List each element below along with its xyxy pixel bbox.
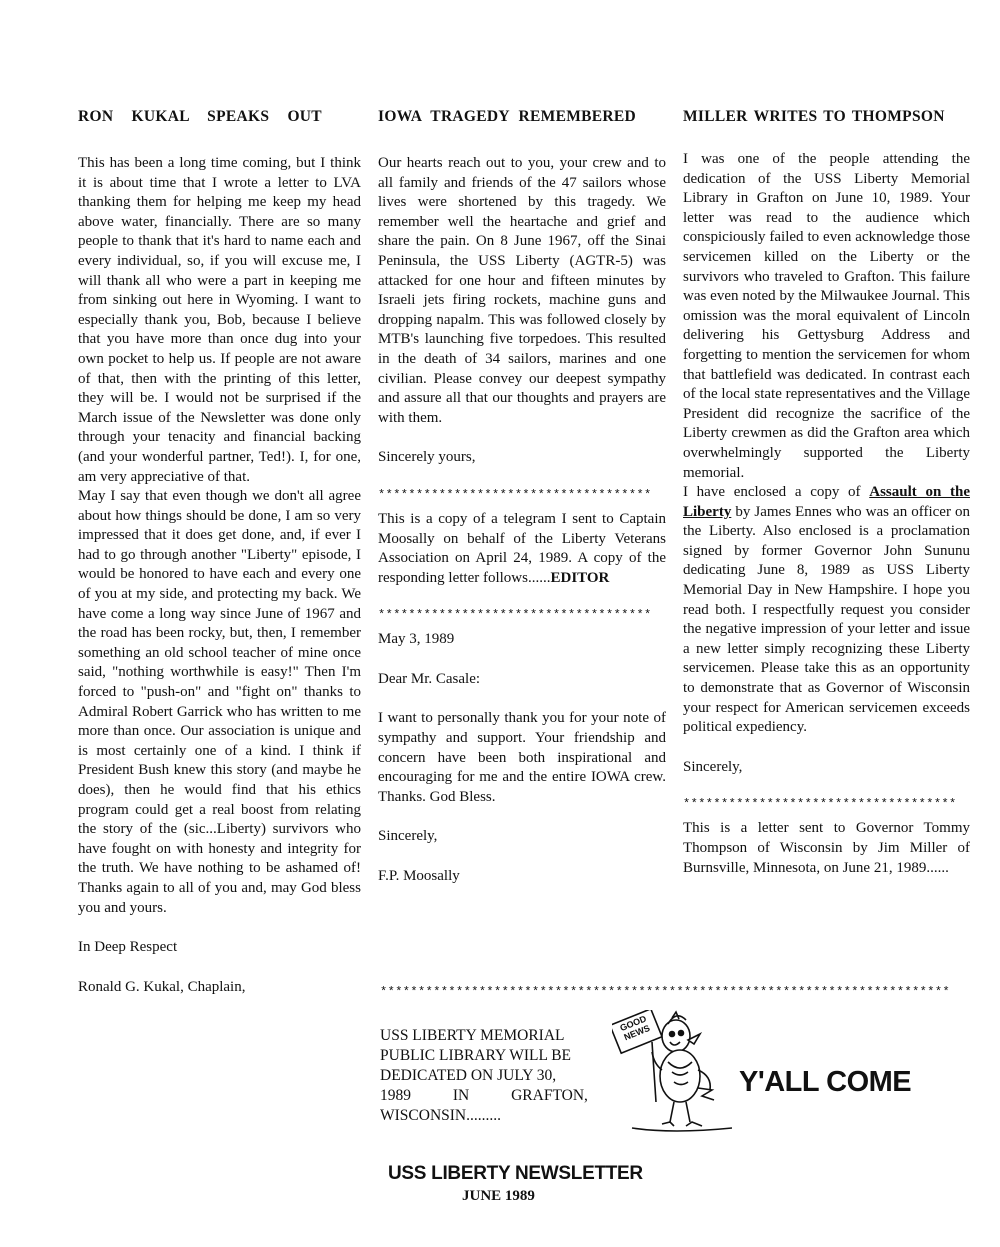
column-miller xyxy=(683,150,970,878)
miller-paragraph-1: I was one of the people attending the dedication of the USS Liberty Memorial Library in Grafton on June 10, 1989. Your letter was read to the audience which conspiciously failed to even acknowledge those servicemen killed on the Liberty or the survivors who traveled to Grafton. This failure was even noted by the Milwaukee Journal. This omission was the moral equivalent of Lincoln delivering his Gettysburg Address and forgetting to mention the servicemen for whom that battlefield was dedicated. In contrast each of the local state representatives and the Village President did recognize the sacrifice of the Liberty crewmen as did the Grafton area which overwhelmingly supported the Liberty memorial. xyxy=(683,151,970,481)
miller-note: This is a letter sent to Governor Tommy Thompson of Wisconsin by Jim Miller of Burnsville, Minnesota, on June 21, 1989...... xyxy=(683,820,970,876)
moosally-signature: F.P. Moosally xyxy=(378,868,460,885)
iowa-paragraph-1: Our hearts reach out to you, your crew and to all family and friends of the 47 sailors whose lives were shortened by this tragedy. We remember well the heartache and grief and share the pain. On 8 June 1967, off the Sinai Peninsula, the USS Liberty (AGTR-5) was attacked for one hour and fifteen minutes by Israeli jets firing rockets, machine guns and dropping napalm. This was followed closely by MTB's launching five torpedoes. This resulted in the death of 34 sailors, marines and one civilian. Please convey our deepest sympathy and assure all that our thoughts and prayers are with them. xyxy=(378,155,666,426)
iowa-closing-1: Sincerely yours, xyxy=(378,449,476,466)
moosally-paragraph: I want to personally thank you for your note of sympathy and support. Your friendship and concern have been both inspirational and encouraging for me and the entire IOWA crew. Thanks. God Bless. xyxy=(378,710,666,805)
library-announcement xyxy=(380,1026,610,1126)
kukal-paragraph-2: May I say that even though we don't all agree about how things should be done, I am so very impressed that it does get done, and, if ever I had to go through another "Liberty" episode, I would be honored to have each and every one of you at my side, and protecting my back. We have come a long way since June of 1967 and the road has been rocky, but, then, I remember something an old school teacher of mine once said, "nothing worthwhile is easy!" Then I'm forced to "push-on" and "fight on" thanks to Admiral Robert Garrick who has written to me more than once. Our association is unique and is most certainly one of a kind. I think if President Bush knew this story (and maybe he does), then he would find that his ethics program could get a real boost from relating the story of the (sic...Liberty) survivors who have fought on with honesty and integrity for the truth. We have nothing to be ashamed of! Thanks again to all of you and, may God bless you and yours. xyxy=(78,488,361,916)
announcement-line: PUBLIC LIBRARY WILL BE xyxy=(380,1047,572,1064)
moosally-closing: Sincerely, xyxy=(378,828,438,845)
heading-iowa-tragedy: IOWA TRAGEDY REMEMBERED xyxy=(378,108,637,125)
letter-salutation: Dear Mr. Casale: xyxy=(378,670,481,687)
announcement-line: WISCONSIN......... xyxy=(380,1107,501,1124)
heading-miller-thompson: MILLER WRITES TO THOMPSON xyxy=(683,108,945,125)
newsletter-date: JUNE 1989 xyxy=(462,1188,535,1204)
announcement-line: 1989 IN GRAFTON, xyxy=(380,1087,588,1104)
kukal-paragraph-1: This has been a long time coming, but I think it is about time that I wrote a letter to LVA thanking them for helping me keep my head above water, financially. There are so many people to thank that it's hard to name each and every individual, so, if you will excuse me, I will thank all who were a part in keeping me from sinking out here in Wyoming. I want to especially thank you, Bob, because I believe that you have more than once dug into your own pocket to help us. If people are not aware of that, then with the printing of this letter, they will be. I would not be surprised if the March issue of the Newsletter was done only through your tenacity and financial backing (and your wonderful partner, Ted!). I, for one, am very appreciative of that. xyxy=(78,155,361,485)
telegram-note xyxy=(378,510,666,588)
iowa-stars-1: ************************************ xyxy=(378,487,652,502)
section-divider-stars: *************************************************************************** xyxy=(380,985,951,999)
sign-text: GOOD NEWS xyxy=(618,1013,652,1043)
miller-paragraph-2-end: by James Ennes who was an officer on the Liberty. Also enclosed is a proclamation signed by former Governor John Sununu dedicating June 8, 1989 as USS Liberty Memorial Day in New Hampshire. I hope you read both. I respectfully request you consider the negative impression of your letter and issue a new letter simply recognizing these Liberty servicemen. Please take this as an opportunity to demonstrate that as Governor of Wisconsin your respect for American servicemen exceeds political expediency. xyxy=(683,503,970,736)
column-iowa xyxy=(378,154,666,887)
kukal-signature: Ronald G. Kukal, Chaplain, xyxy=(78,978,246,995)
newsletter-title: USS LIBERTY NEWSLETTER xyxy=(388,1163,643,1184)
letter-date: May 3, 1989 xyxy=(378,631,455,648)
book-title: Assault on the Liberty xyxy=(683,484,970,520)
miller-stars: ************************************ xyxy=(683,797,957,812)
miller-paragraph-2 xyxy=(683,483,970,738)
miller-closing: Sincerely, xyxy=(683,758,743,775)
heading-ron-kukal: RON KUKAL SPEAKS OUT xyxy=(78,108,322,125)
iowa-stars-2: ************************************ xyxy=(378,608,652,623)
editor-label: EDITOR xyxy=(550,569,610,586)
kukal-closing: In Deep Respect xyxy=(78,939,178,956)
column-kukal xyxy=(78,154,361,997)
miller-paragraph-2-start: I have enclosed a copy of xyxy=(683,484,870,501)
telegram-note-text: This is a copy of a telegram I sent to Captain Moosally on behalf of the Liberty Veterans Association on April 24, 1989. A copy of the responding letter follows...... xyxy=(378,510,666,586)
good-news-bird-icon xyxy=(612,1010,732,1140)
announcement-line: DEDICATED ON JULY 30, xyxy=(380,1067,557,1084)
announcement-line: USS LIBERTY MEMORIAL xyxy=(380,1027,565,1044)
yall-come-banner: Y'ALL COME xyxy=(739,1066,912,1098)
